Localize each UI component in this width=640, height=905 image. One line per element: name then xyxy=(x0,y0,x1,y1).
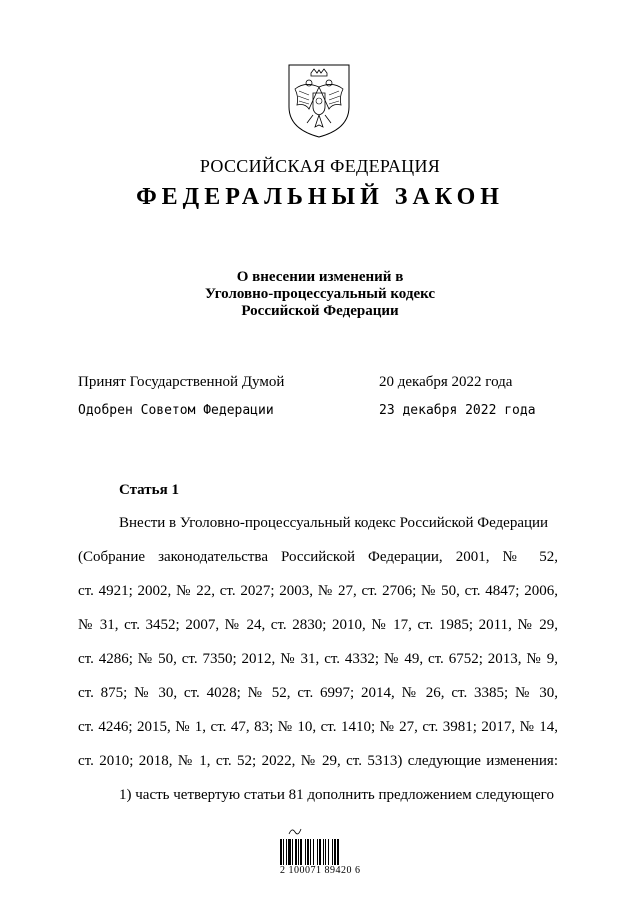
article-line: ст. 875; № 30, ст. 4028; № 52, ст. 6997; 2014, № 26, ст. 3385; № 30, xyxy=(78,685,558,701)
coat-of-arms-icon xyxy=(287,63,351,139)
barcode-number: 2 100071 89420 6 xyxy=(280,865,361,876)
article-line: Внести в Уголовно-процессуальный кодекс Российской Федерации xyxy=(119,515,549,531)
law-type-heading: ФЕДЕРАЛЬНЫЙ ЗАКОН xyxy=(136,184,504,210)
duma-label: Принят Государственной Думой xyxy=(78,374,285,390)
article-line: (Собрание законодательства Российской Федерации, 2001, № 52, xyxy=(78,549,558,565)
council-label: Одобрен Советом Федерации xyxy=(78,403,274,418)
law-title-line: Российской Федерации xyxy=(241,303,399,319)
article-line: ст. 4246; 2015, № 1, ст. 47, 83; № 10, ст. 1410; № 27, ст. 3981; 2017, № 14, xyxy=(78,719,558,735)
council-date: 23 декабря 2022 года xyxy=(379,403,536,418)
law-title xyxy=(0,269,640,320)
article-line: ст. 4921; 2002, № 22, ст. 2027; 2003, № 27, ст. 2706; № 50, ст. 4847; 2006, xyxy=(78,583,558,599)
article-heading: Статья 1 xyxy=(119,482,179,498)
article-line: ст. 4286; № 50, ст. 7350; 2012, № 31, ст. 4332; № 49, ст. 6752; 2013, № 9, xyxy=(78,651,558,667)
country-heading: РОССИЙСКАЯ ФЕДЕРАЦИЯ xyxy=(199,156,441,176)
handwritten-mark xyxy=(288,826,302,838)
duma-date: 20 декабря 2022 года xyxy=(379,374,513,390)
law-title-line: О внесении изменений в xyxy=(236,269,404,285)
article-line: № 31, ст. 3452; 2007, № 24, ст. 2830; 2010, № 17, ст. 1985; 2011, № 29, xyxy=(78,617,558,633)
article-line: ст. 2010; 2018, № 1, ст. 52; 2022, № 29, ст. 5313) следующие изменения: xyxy=(78,753,558,769)
law-title-line: Уголовно-процессуальный кодекс xyxy=(204,286,436,302)
article-line: 1) часть четвертую статьи 81 дополнить предложением следующего xyxy=(119,787,554,803)
